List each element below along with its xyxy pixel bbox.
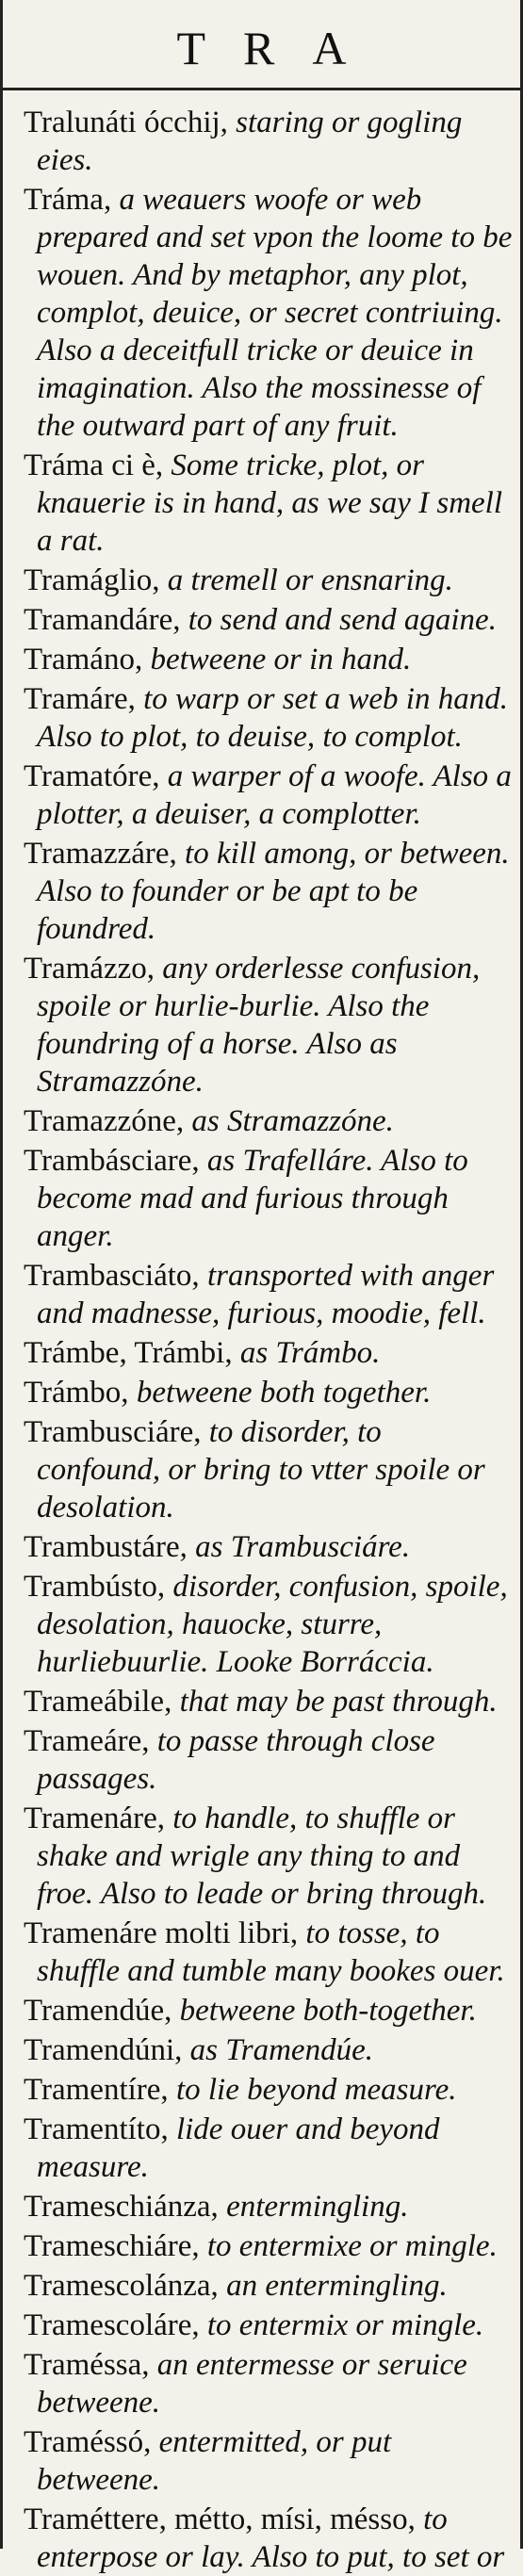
entry-headword: Tramáre, — [24, 682, 136, 716]
entry-definition: a warper of a woofe. Also a plotter, a deuiser, a complotter. — [37, 759, 512, 831]
entry-headword: Trambustáre, — [24, 1530, 188, 1564]
dictionary-entry — [24, 562, 513, 599]
page-title: TRA — [176, 22, 384, 74]
entry-list — [3, 90, 520, 2576]
dictionary-entry — [24, 1992, 513, 2030]
page-header — [3, 0, 520, 90]
dictionary-entry — [24, 601, 513, 639]
dictionary-entry — [24, 2031, 513, 2069]
dictionary-entry — [24, 1568, 513, 1681]
dictionary-entry — [24, 2267, 513, 2305]
entry-definition: as Stramazzóne. — [191, 1104, 394, 1138]
entry-headword: Trameschiánza, — [24, 2190, 219, 2224]
dictionary-entry — [24, 2227, 513, 2265]
dictionary-entry — [24, 1413, 513, 1526]
entry-definition: entermingling. — [226, 2190, 409, 2224]
entry-headword: Tramentíto, — [24, 2112, 169, 2146]
dictionary-entry — [24, 2071, 513, 2109]
entry-definition: to passe through close passages. — [37, 1724, 435, 1796]
entry-definition: to entermix or mingle. — [206, 2308, 484, 2342]
dictionary-entry — [24, 2501, 513, 2576]
entry-definition: lide ouer and beyond measure. — [37, 2112, 440, 2184]
dictionary-entry — [24, 2346, 513, 2421]
entry-headword: Tramentíre, — [24, 2073, 169, 2107]
entry-definition: a tremell or ensnaring. — [167, 563, 453, 597]
entry-definition: as Trafelláre. Also to become mad and furious through anger. — [37, 1144, 468, 1253]
entry-definition: betweene both-together. — [179, 1994, 477, 2028]
entry-headword: Tramáglio, — [24, 563, 160, 597]
entry-headword: Traméssó, — [24, 2425, 152, 2459]
dictionary-entry — [24, 1915, 513, 1990]
dictionary-entry — [24, 1334, 513, 1372]
entry-definition: to entermixe or mingle. — [206, 2229, 498, 2263]
entry-definition: betweene both together. — [136, 1376, 432, 1410]
dictionary-entry — [24, 2423, 513, 2499]
entry-definition: to enterpose or lay. Also to put, to set or — [37, 2503, 505, 2574]
entry-definition: to lie beyond measure. — [175, 2073, 457, 2107]
entry-definition: as Trámbo. — [239, 1336, 381, 1370]
dictionary-entry — [24, 1683, 513, 1720]
dictionary-entry — [24, 2111, 513, 2186]
entry-definition: that may be past through. — [179, 1685, 498, 1719]
entry-definition: any orderlesse confusion, spoile or hurlie-burlie. Also the foundring of a horse. Also as Stramazzóne. — [37, 952, 481, 1099]
dictionary-entry — [24, 950, 513, 1101]
entry-headword: Tramendúni, — [24, 2033, 183, 2067]
dictionary-entry — [24, 1800, 513, 1913]
entry-headword: Tramázzo, — [24, 952, 155, 986]
entry-definition: as Trambusciáre. — [195, 1530, 411, 1564]
entry-definition: Some tricke, plot, or knauerie is in hand, as we say I smell a rat. — [37, 448, 503, 558]
entry-definition: transported with anger and madnesse, furious, moodie, fell. — [37, 1259, 495, 1330]
entry-definition: to handle, to shuffle or shake and wrigle any thing to and froe. Also to leade or bring through. — [37, 1802, 487, 1911]
entry-headword: Tramazzáre, — [24, 837, 177, 871]
entry-headword: Tralunáti ócchij, — [24, 106, 228, 139]
entry-headword: Tramenáre, — [24, 1802, 165, 1835]
entry-headword: Trambásciare, — [24, 1144, 200, 1178]
entry-definition: entermitted, or put betweene. — [37, 2425, 392, 2497]
dictionary-entry — [24, 1257, 513, 1332]
dictionary-entry — [24, 1102, 513, 1140]
entry-headword: Trámbo, — [24, 1376, 129, 1410]
entry-headword: Tráma, — [24, 183, 112, 217]
dictionary-entry — [24, 181, 513, 445]
dictionary-entry — [24, 641, 513, 678]
entry-definition: to disorder, to confound, or bring to vtter spoile or desolation. — [37, 1415, 485, 1524]
dictionary-entry — [24, 1722, 513, 1798]
entry-headword: Tramescolánza, — [24, 2269, 219, 2303]
entry-definition: to tosse, to shuffle and tumble many bookes ouer. — [37, 1916, 505, 1988]
dictionary-entry — [24, 680, 513, 756]
entry-headword: Tramenáre molti libri, — [24, 1916, 299, 1950]
entry-headword: Trameschiáre, — [24, 2229, 200, 2263]
entry-headword: Trambústo, — [24, 1570, 166, 1604]
entry-headword: Tráma ci è, — [24, 448, 164, 482]
entry-headword: Tramáno, — [24, 643, 143, 677]
dictionary-entry — [24, 835, 513, 948]
entry-definition: an entermingling. — [226, 2269, 448, 2303]
entry-headword: Traméssa, — [24, 2348, 150, 2382]
entry-definition: disorder, confusion, spoile, desolation, hauocke, sturre, hurliebuurlie. Looke Borráccia. — [37, 1570, 508, 1679]
dictionary-entry — [24, 1374, 513, 1411]
dictionary-entry — [24, 1528, 513, 1566]
dictionary-entry — [24, 758, 513, 833]
entry-headword: Tramandáre, — [24, 603, 181, 637]
entry-headword: Tramazzóne, — [24, 1104, 185, 1138]
entry-definition: to send and send againe. — [188, 603, 497, 637]
entry-definition: staring or gogling eies. — [37, 106, 463, 177]
entry-headword: Trameábile, — [24, 1685, 172, 1719]
entry-definition: as Tramendúe. — [189, 2033, 373, 2067]
dictionary-entry — [24, 2307, 513, 2344]
entry-definition: betweene or in hand. — [150, 643, 412, 677]
entry-definition: a weauers woofe or web prepared and set vpon the loome to be wouen. And by metaphor, any plot, complot, deuice, or secret contriuing. Also a deceitfull tricke or deuice in imagination. Also the mossinesse of the outward part of any fruit. — [37, 183, 513, 443]
entry-definition: to warp or set a web in hand. Also to plot, to deuise, to complot. — [37, 682, 508, 754]
entry-headword: Traméttere, métto, mísi, mésso, — [24, 2503, 416, 2536]
entry-headword: Trambusciáre, — [24, 1415, 202, 1449]
dictionary-entry — [24, 104, 513, 179]
dictionary-entry — [24, 2188, 513, 2225]
entry-headword: Tramatóre, — [24, 759, 160, 793]
entry-headword: Trameáre, — [24, 1724, 150, 1758]
entry-definition: to kill among, or between. Also to founder or be apt to be foundred. — [37, 837, 510, 946]
dictionary-entry — [24, 1142, 513, 1255]
entry-headword: Trámbe, Trámbi, — [24, 1336, 233, 1370]
entry-headword: Tramendúe, — [24, 1994, 172, 2028]
entry-definition: an entermesse or seruice betweene. — [37, 2348, 467, 2420]
entry-headword: Tramescoláre, — [24, 2308, 200, 2342]
entry-headword: Trambasciáto, — [24, 1259, 200, 1293]
dictionary-entry — [24, 447, 513, 560]
